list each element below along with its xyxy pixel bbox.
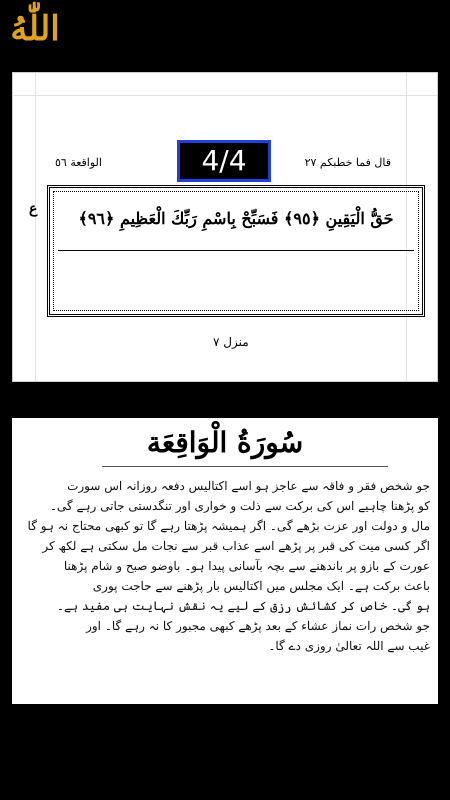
description-line: ہو گی۔ خاص کر کشائش رزق کے لیے یہ نقش نہایت ہی مفید ہے۔ [56, 599, 430, 613]
description-line: مال و دولت اور عزت بڑھے گی۔ اگر ہمیشہ پڑھتا رہے گا تو کبھی محتاج نہ ہو گا [27, 519, 430, 533]
juz-name-header: قال فما خطبکم ٢٧ [304, 156, 391, 169]
description-text [20, 476, 430, 656]
description-line: اگر کسی میت کی قبر پر پڑھے اسے عذاب قبر سے نجات مل سکتی ہے لکھ کر [42, 539, 430, 553]
verse-separator [58, 250, 414, 251]
description-line: جو شخص رات نماز عشاء کے بعد پڑھے کبھی مجبور کا نہ رہے گا۔ اور [86, 619, 430, 633]
description-line: کو پڑھنا چاہیے اس کی برکت سے ذلت و خواری اور تنگدستی جاتی رہے گی۔ [49, 499, 430, 513]
verse-text: حَقُّ الْيَقِينِ ﴿٩٥﴾ فَسَبِّحْ بِاسْمِ رَبِّكَ الْعَظِيمِ ﴿٩٦﴾ [78, 209, 394, 228]
description-line: باعث برکت ہے۔ ایک مجلس میں اکتالیس بار پڑھنے سے حاجت پوری [92, 579, 430, 593]
description-line: غیب سے اللہ تعالیٰ روزی دے گا۔ [268, 639, 430, 653]
description-line: جو شخص فقر و فاقہ سے عاجز ہو اسے اکتالیس دفعہ روزانہ اس سورت [67, 479, 430, 493]
quran-page [12, 72, 438, 382]
surah-title: سُورَةُ الْوَاقِعَة [146, 426, 304, 459]
ruku-mark: ع [29, 201, 38, 217]
surah-description-panel [12, 418, 438, 704]
verse-frame [47, 185, 425, 317]
description-line: عورت کے بازو پر باندھنے سے بچہ بآسانی پیدا ہو۔ باوضو صبح و شام پڑھنا [63, 559, 430, 573]
manzil-footer: منزل ٧ [213, 335, 249, 349]
page-margin-line [35, 73, 36, 381]
surah-name-header: الواقعة ٥٦ [55, 156, 102, 169]
title-underline [102, 466, 388, 467]
page-top-rule [13, 95, 437, 96]
verse-counter: 4/4 [177, 140, 271, 182]
allah-logo: اللّٰهُ [10, 9, 60, 49]
